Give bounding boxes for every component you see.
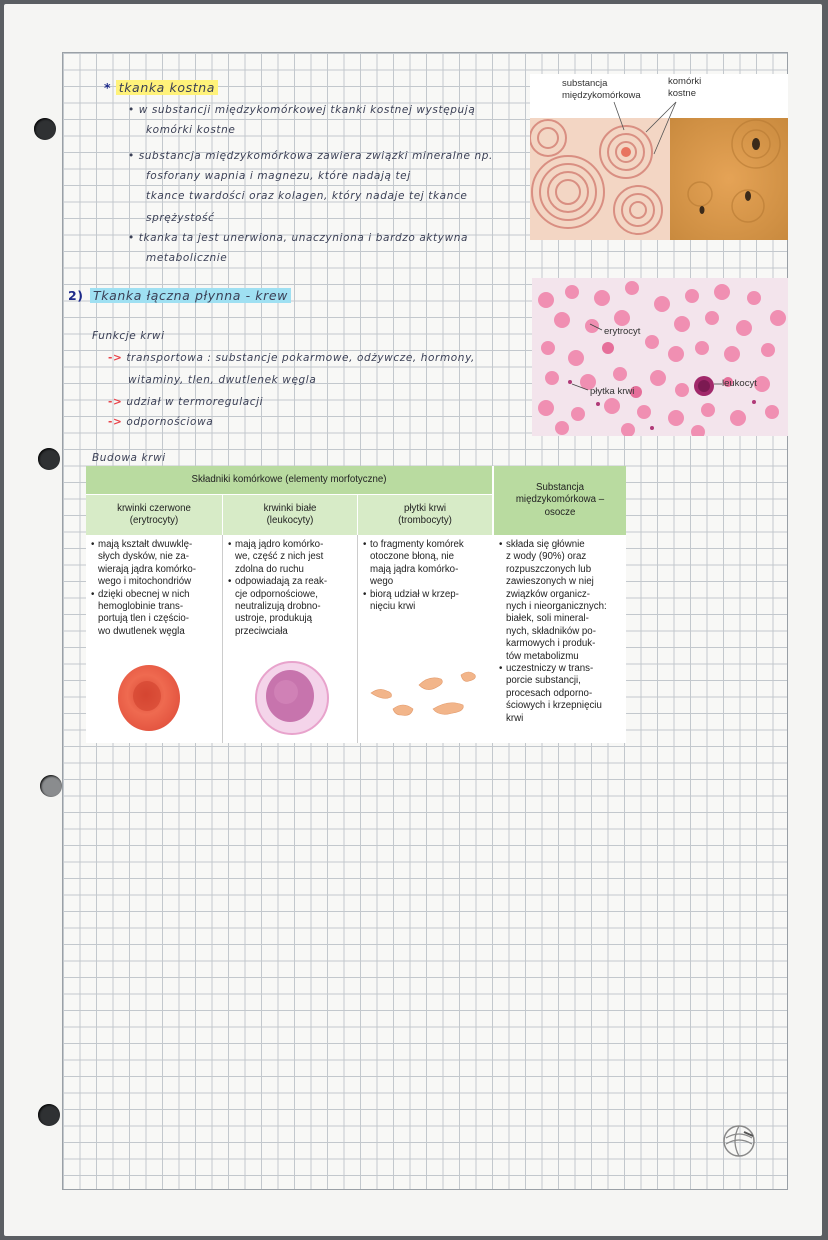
bone-bullet-1-line-1: • w substancji międzykomórkowej tkanki kostnej występują [128,104,476,116]
function-1-line-2: witaminy, tlen, dwutlenek węgla [128,374,317,386]
functions-header: Funkcje krwi [92,330,165,342]
binder-hole [38,1104,60,1126]
leukocytes-point-1: • mają jądro komórko- we, część z nich jest zdolna do ruchu [228,539,352,576]
section-number: 2) [68,288,84,303]
erythrocytes-column [86,535,223,743]
globe-logo-icon [722,1124,756,1158]
label-platelet: płytka krwi [590,386,635,397]
erythrocyte-illustration [91,658,217,738]
platelets-header: płytki krwi (trombocyty) [358,495,494,536]
label-erythrocyte: erytrocyt [604,326,641,337]
platelets-illustration [363,663,487,743]
plasma-column [493,535,626,743]
platelets-column [358,535,494,743]
plasma-point-2: • uczestniczy w trans- porcie substancji, procesach odporno- ściowych i krzepnięciu krwi [499,663,621,725]
label-intercellular-substance: substancja międzykomórkowa [562,78,641,101]
bone-title: tkanka kostna [116,80,218,95]
platelets-point-1: • to fragmenty komórek otoczone błoną, nie mają jądra komórko- wego [363,539,487,589]
binder-hole [38,448,60,470]
label-bone-cells: komórki kostne [668,76,702,99]
arrow-icon: -> [108,352,123,364]
blood-smear-photo [532,278,788,436]
bone-bullet-2-line-1: • substancja międzykomórkowa zawiera związki mineralne np. [128,150,493,162]
bone-bullet-2-line-2: fosforany wapnia i magnezu, które nadają tej [146,170,411,182]
leukocytes-header: krwinki białe (leukocyty) [223,495,358,536]
arrow-icon: -> [108,396,123,408]
bone-micrograph [530,74,788,240]
structure-header: Budowa krwi [92,452,166,464]
leukocytes-point-2: • odpowiadają za reak- cje odpornościowe, neutralizują drobno- ustroje, produkują przeciwciała [228,576,352,638]
erythrocytes-point-2: • dzięki obecnej w nich hemoglobinie trans- portują tlen i częścio- wo dwutlenek węgla [91,589,217,639]
plasma-point-1: • składa się głównie z wody (90%) oraz rozpuszczonych lub zawieszonych w niej związków organicz- nych i nieorganicznych: białek, soli mineral- nych, składników po- karmowych i produk- tów metabolizmu [499,539,621,663]
label-leukocyte: leukocyt [722,378,757,389]
cellular-components-header: Składniki komórkowe (elementy morfotyczne) [86,466,493,495]
erythrocytes-header: krwinki czerwone (erytrocyty) [86,495,223,536]
function-1-line-1: -> transportowa : substancje pokarmowe, odżywcze, hormony, [108,352,475,364]
function-2: -> udział w termoregulacji [108,396,264,408]
blood-components-table [86,466,626,743]
arrow-icon: -> [108,416,123,428]
bone-tissue-photo [530,74,788,240]
bone-bullet-2-line-4: sprężystość [146,212,215,224]
platelets-point-2: • biorą udział w krzep- nięciu krwi [363,589,487,614]
bone-bullet-3-line-1: • tkanka ta jest unerwiona, unaczyniona i bardzo aktywna [128,232,469,244]
bone-bullet-3-line-2: metabolicznie [146,252,228,264]
erythrocytes-point-1: • mają kształt dwuwklę- słych dysków, nie za- wierają jądra komórko- wego i mitochondriów [91,539,217,589]
leukocytes-column [223,535,358,743]
binder-hole [34,118,56,140]
function-3: -> odpornościowa [108,416,214,428]
bone-bullet-1-line-2: komórki kostne [146,124,236,136]
plasma-header: Substancja międzykomórkowa – osocze [493,466,626,535]
bone-bullet-2-line-3: tkance twardości oraz kolagen, który nadaje tej tkance [146,190,468,202]
star-icon: * [104,80,112,95]
leukocyte-illustration [228,656,352,736]
binder-hole [40,775,62,797]
blood-title: Tkanka łączna płynna - krew [90,288,291,303]
blood-micrograph [532,278,788,436]
